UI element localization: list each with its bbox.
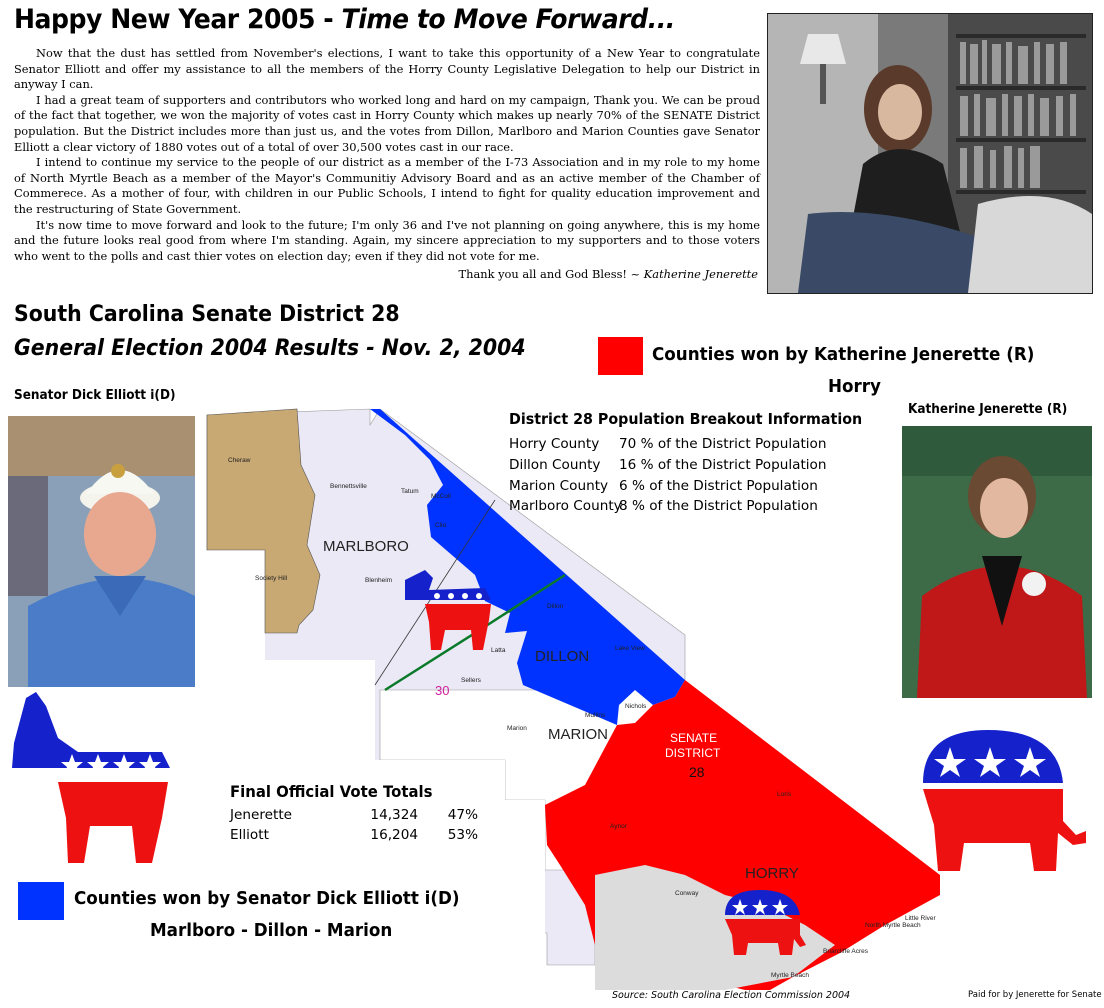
town-clio: Clio xyxy=(435,522,447,529)
signoff-text: Thank you all and God Bless! ~ xyxy=(458,267,644,281)
headline-italic: Time to Move Forward... xyxy=(341,4,675,35)
district-number: 28 xyxy=(689,764,705,780)
vote-name: Jenerette xyxy=(230,807,293,823)
paid-for-note: Paid for by Jenerette for Senate xyxy=(968,990,1102,1000)
headline-plain: Happy New Year 2005 - xyxy=(14,4,342,35)
town-society-hill: Society Hill xyxy=(255,575,288,582)
republican-elephant-icon xyxy=(918,725,1088,875)
breakout-text: 70 % of the District Population xyxy=(619,436,827,452)
town-dillon: Dillon xyxy=(547,603,564,610)
breakout-row xyxy=(509,434,881,455)
town-nichols: Nichols xyxy=(625,703,647,710)
title-district: South Carolina Senate District 28 xyxy=(14,302,400,327)
portrait-illustration xyxy=(768,14,1092,293)
letter-paragraph: It's now time to move forward and look to the future; I'm only 36 and I've not planning on going anywhere, this is my home and the future looks real good from where I'm standing. Again, my sincere appreciation to my supporters and to those voters who went to the polls and cast thier votes on election day; even if they did not vote for me. xyxy=(14,217,760,263)
legend-red-counties: Horry xyxy=(828,376,881,397)
county-label-marion: MARION xyxy=(548,726,608,743)
town-tatum: Tatum xyxy=(401,488,419,495)
town-lake-view: Lake View xyxy=(615,645,645,652)
breakout-county: Dillon County xyxy=(509,456,601,473)
breakout-row xyxy=(509,496,881,517)
town-sellers: Sellers xyxy=(461,677,481,684)
vote-row xyxy=(230,805,478,825)
letter-paragraph: Now that the dust has settled from November's elections, I want to take this opportunity of a New Year to congratulate Senator Elliott and offer my assistance to all the members of the Horry County Legislative Delegation to help our District in anyway I can. xyxy=(14,46,760,92)
vote-name: Elliott xyxy=(230,827,269,843)
legend-red-swatch xyxy=(598,337,643,375)
district-label-2: DISTRICT xyxy=(665,746,721,760)
breakout-county: Marion County xyxy=(509,477,609,494)
headline xyxy=(14,4,675,35)
legend-blue-label: Counties won by Senator Dick Elliott i(D) xyxy=(74,888,460,909)
vote-row xyxy=(230,825,478,845)
town-cheraw: Cheraw xyxy=(228,457,251,464)
source-note: Source: South Carolina Election Commission 2004 xyxy=(612,990,851,1001)
democrat-donkey-icon xyxy=(12,688,172,863)
town-latta: Latta xyxy=(491,647,506,654)
vote-pct: 53% xyxy=(447,827,478,843)
legend-blue-counties: Marlboro - Dillon - Marion xyxy=(150,920,393,941)
letter-paragraph: I had a great team of supporters and contributors who worked long and hard on my campaign, Thank you. We can be proud of the fact that together, we won the majority of votes cast in Horry County which makes up nearly 70% of the SENATE District population. But the District includes more than just us, and the votes from Dillon, Marlboro and Marion Counties gave Senator Elliott a clear victory of 1880 votes out of a total of over 30,500 votes cast in our race. xyxy=(14,92,760,154)
route-number: 30 xyxy=(435,683,450,698)
breakout-title: District 28 Population Breakout Information xyxy=(509,410,863,428)
town-bennettsville: Bennettsville xyxy=(330,483,367,490)
vote-totals xyxy=(230,782,478,845)
elliott-illustration xyxy=(8,416,195,687)
title-election: General Election 2004 Results - Nov. 2, 2004 xyxy=(14,336,526,361)
vote-count: 14,324 xyxy=(370,807,418,823)
breakout-row xyxy=(509,476,881,497)
signature: Katherine Jenerette xyxy=(643,267,758,281)
breakout-text: 8 % of the District Population xyxy=(619,498,818,515)
letter-paragraph: I intend to continue my service to the people of our district as a member of the I-73 Association and in my role to my home of North Myrtle Beach as a member of the Mayor's Communitiy Advisory Board and as an active member of the Chamber of Commerece. As a mother of four, with children in our Public Schools, I intend to fight for quality education improvement and the restructuring of State Government. xyxy=(14,155,760,216)
town-blenheim: Blenheim xyxy=(365,577,393,584)
katherine-portrait-photo xyxy=(767,13,1093,294)
caption-jenerette: Katherine Jenerette (R) xyxy=(908,402,1068,417)
town-mccoll: McColl xyxy=(431,493,451,500)
breakout-row xyxy=(509,455,881,476)
votes-title: Final Official Vote Totals xyxy=(230,782,433,801)
signoff xyxy=(300,267,758,281)
vote-pct: 47% xyxy=(447,807,478,823)
breakout-county: Horry County xyxy=(509,436,600,452)
town-mullins: Mullins xyxy=(585,712,606,719)
letter-body xyxy=(14,46,760,264)
county-label-marlboro: MARLBORO xyxy=(323,538,409,555)
town-marion: Marion xyxy=(507,725,527,732)
town-aynor: Aynor xyxy=(610,823,627,830)
town-little-river: Little River xyxy=(905,915,936,922)
caption-elliott: Senator Dick Elliott i(D) xyxy=(14,388,176,403)
county-label-dillon: DILLON xyxy=(535,648,590,665)
town-conway: Conway xyxy=(675,890,699,897)
district-label-1: SENATE xyxy=(670,731,718,745)
elliott-photo xyxy=(8,416,195,687)
county-label-horry: HORRY xyxy=(745,865,799,882)
town-briarcliffe-acres: Briarcliffe Acres xyxy=(823,948,869,955)
breakout-text: 6 % of the District Population xyxy=(619,477,818,494)
legend-red-label: Counties won by Katherine Jenerette (R) xyxy=(652,344,1035,365)
vote-count: 16,204 xyxy=(370,827,418,843)
breakout-county: Marlboro County xyxy=(509,498,622,515)
town-loris: Loris xyxy=(777,791,792,798)
population-breakout xyxy=(509,410,881,517)
legend-blue-swatch xyxy=(18,882,64,920)
breakout-text: 16 % of the District Population xyxy=(619,456,827,473)
town-north-myrtle-beach: North Myrtle Beach xyxy=(865,922,921,929)
town-myrtle-beach: Myrtle Beach xyxy=(771,972,809,979)
